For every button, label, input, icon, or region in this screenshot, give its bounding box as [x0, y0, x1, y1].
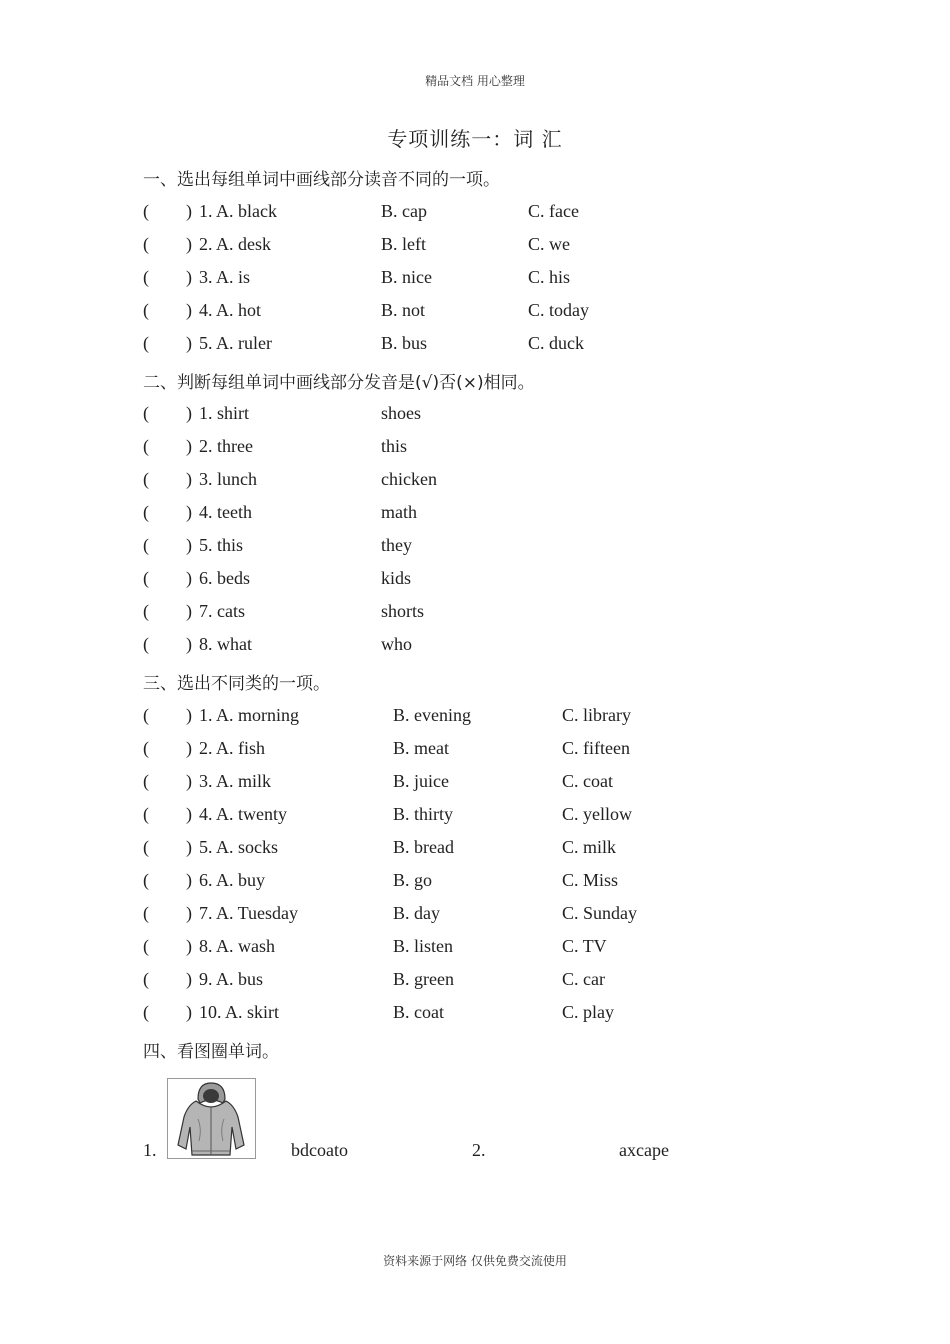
option-b: B. meat [393, 738, 449, 758]
question-text: 6. A. buy [199, 870, 266, 890]
answer-paren-open[interactable]: ( [143, 705, 149, 725]
option-b: B. green [393, 969, 454, 989]
answer-paren-open[interactable]: ( [143, 870, 149, 890]
answer-paren-close[interactable]: ) [186, 804, 192, 824]
question-text: 3. A. milk [199, 771, 272, 791]
option-b: shoes [381, 403, 421, 423]
question-text: 2. A. desk [199, 234, 271, 254]
option-b: B. not [381, 300, 426, 320]
question-text: 4. A. twenty [199, 804, 287, 824]
option-c: C. milk [562, 837, 617, 857]
option-b: B. go [393, 870, 433, 890]
answer-paren-open[interactable]: ( [143, 1002, 149, 1022]
answer-paren-close[interactable]: ) [186, 771, 192, 791]
option-b: who [381, 634, 412, 654]
answer-paren-open[interactable]: ( [143, 771, 149, 791]
answer-paren-close[interactable]: ) [186, 837, 192, 857]
option-b: this [381, 436, 408, 456]
option-c: C. today [528, 300, 589, 320]
question-text: 6. beds [199, 568, 250, 588]
answer-paren-close[interactable]: ) [186, 436, 192, 456]
option-b: B. day [393, 903, 440, 923]
page-title: 专项训练一：词 汇 [387, 127, 563, 151]
answer-paren-open[interactable]: ( [143, 568, 149, 588]
scrambled-word-1: bdcoato [291, 1140, 348, 1160]
option-b: B. nice [381, 267, 432, 287]
option-b: B. coat [393, 1002, 444, 1022]
option-b: B. bread [393, 837, 454, 857]
answer-paren-open[interactable]: ( [143, 201, 149, 221]
question-text: 1. shirt [199, 403, 250, 423]
answer-paren-close[interactable]: ) [186, 1002, 192, 1022]
question-text: 4. A. hot [199, 300, 262, 320]
answer-paren-open[interactable]: ( [143, 300, 149, 320]
option-b: kids [381, 568, 412, 588]
answer-paren-open[interactable]: ( [143, 535, 149, 555]
option-b: B. thirty [393, 804, 454, 824]
answer-paren-open[interactable]: ( [143, 903, 149, 923]
answer-paren-close[interactable]: ) [186, 936, 192, 956]
answer-paren-open[interactable]: ( [143, 436, 149, 456]
option-c: C. fifteen [562, 738, 630, 758]
answer-paren-open[interactable]: ( [143, 267, 149, 287]
answer-paren-close[interactable]: ) [186, 267, 192, 287]
question-number: 1. [143, 1140, 157, 1160]
option-b: B. juice [393, 771, 449, 791]
question-text: 7. cats [199, 601, 245, 621]
answer-paren-open[interactable]: ( [143, 837, 149, 857]
option-c: C. his [528, 267, 571, 287]
question-text: 5. this [199, 535, 244, 555]
answer-paren-close[interactable]: ) [186, 870, 192, 890]
answer-paren-open[interactable]: ( [143, 333, 149, 353]
option-b: B. cap [381, 201, 427, 221]
question-text: 9. A. bus [199, 969, 264, 989]
option-c: C. face [528, 201, 579, 221]
answer-paren-close[interactable]: ) [186, 502, 192, 522]
option-b: chicken [381, 469, 437, 489]
question-text: 8. what [199, 634, 252, 654]
answer-paren-open[interactable]: ( [143, 634, 149, 654]
option-c: C. coat [562, 771, 613, 791]
question-text: 10. A. skirt [199, 1002, 280, 1022]
answer-paren-close[interactable]: ) [186, 705, 192, 725]
answer-paren-close[interactable]: ) [186, 300, 192, 320]
answer-paren-open[interactable]: ( [143, 502, 149, 522]
picture-question-row [143, 1078, 843, 1160]
answer-paren-open[interactable]: ( [143, 469, 149, 489]
question-text: 1. A. morning [199, 705, 300, 725]
answer-paren-close[interactable]: ) [186, 738, 192, 758]
question-text: 8. A. wash [199, 936, 275, 956]
option-c: C. duck [528, 333, 584, 353]
answer-paren-close[interactable]: ) [186, 568, 192, 588]
answer-paren-open[interactable]: ( [143, 234, 149, 254]
question-text: 1. A. black [199, 201, 277, 221]
option-c: C. Sunday [562, 903, 638, 923]
answer-paren-close[interactable]: ) [186, 234, 192, 254]
option-b: B. evening [393, 705, 471, 725]
question-text: 2. three [199, 436, 253, 456]
option-c: C. Miss [562, 870, 619, 890]
question-text: 3. A. is [199, 267, 251, 287]
answer-paren-close[interactable]: ) [186, 634, 192, 654]
question-text: 5. A. socks [199, 837, 279, 857]
option-c: C. TV [562, 936, 607, 956]
question-text: 3. lunch [199, 469, 257, 489]
section4-heading: 四、看图圈单词。 [143, 1042, 279, 1062]
option-b: math [381, 502, 417, 522]
option-b: B. left [381, 234, 426, 254]
option-c: C. play [562, 1002, 614, 1022]
answer-paren-close[interactable]: ) [186, 903, 192, 923]
option-c: C. we [528, 234, 570, 254]
jacket-picture [167, 1078, 256, 1159]
option-c: C. library [562, 705, 631, 725]
question-text: 4. teeth [199, 502, 252, 522]
question-text: 2. A. fish [199, 738, 266, 758]
page-header: 精品文档 用心整理 [425, 74, 525, 88]
section3-heading: 三、选出不同类的一项。 [143, 674, 330, 694]
answer-paren-open[interactable]: ( [143, 738, 149, 758]
answer-paren-open[interactable]: ( [143, 969, 149, 989]
option-b: B. listen [393, 936, 454, 956]
answer-paren-close[interactable]: ) [186, 201, 192, 221]
answer-paren-close[interactable]: ) [186, 403, 192, 423]
answer-paren-open[interactable]: ( [143, 601, 149, 621]
option-b: shorts [381, 601, 425, 621]
option-b: they [381, 535, 412, 555]
question-text: 7. A. Tuesday [199, 903, 299, 923]
answer-paren-open[interactable]: ( [143, 936, 149, 956]
section1-heading: 一、选出每组单词中画线部分读音不同的一项。 [143, 170, 500, 190]
answer-paren-open[interactable]: ( [143, 804, 149, 824]
section2-heading: 二、判断每组单词中画线部分发音是(√)否(×)相同。 [143, 373, 535, 393]
question-text: 5. A. ruler [199, 333, 272, 353]
answer-paren-close[interactable]: ) [186, 601, 192, 621]
option-c: C. car [562, 969, 605, 989]
answer-paren-close[interactable]: ) [186, 469, 192, 489]
page-footer: 资料来源于网络 仅供免费交流使用 [383, 1254, 567, 1268]
answer-paren-close[interactable]: ) [186, 969, 192, 989]
option-c: C. yellow [562, 804, 632, 824]
option-b: B. bus [381, 333, 428, 353]
question-number: 2. [472, 1140, 486, 1160]
answer-paren-close[interactable]: ) [186, 333, 192, 353]
answer-paren-close[interactable]: ) [186, 535, 192, 555]
scrambled-word-2: axcape [619, 1140, 669, 1160]
answer-paren-open[interactable]: ( [143, 403, 149, 423]
